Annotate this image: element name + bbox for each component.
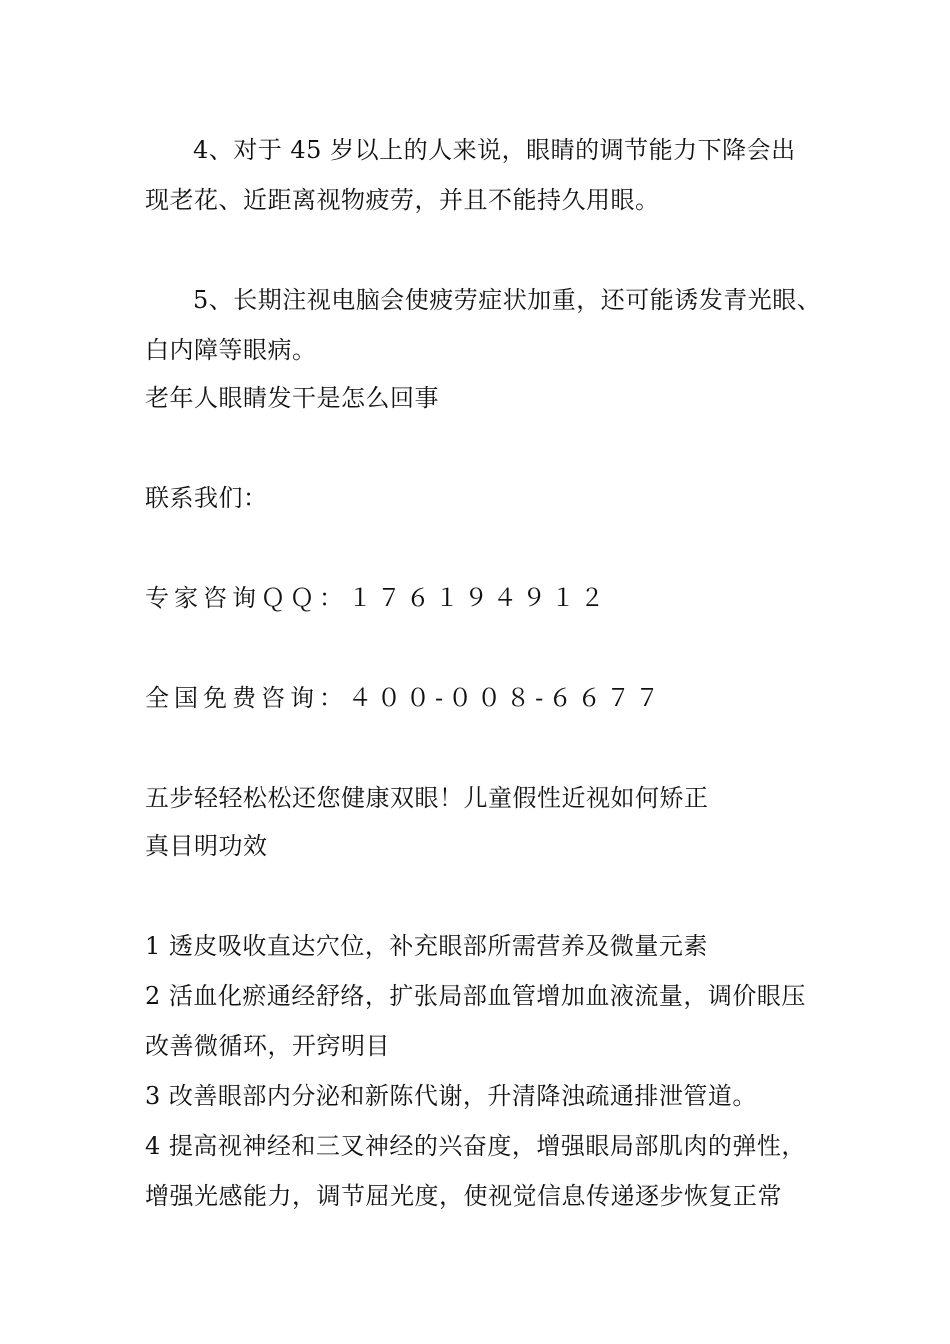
promo-title: 五步轻轻松松还您健康双眼！儿童假性近视如何矫正 [145, 784, 709, 812]
efficacy-item-2-line-2: 改善微循环，开窍明目 [145, 1032, 390, 1060]
paragraph-4-line-2: 现老花、近距离视物疲劳，并且不能持久用眼。 [145, 186, 660, 214]
efficacy-item-4-line-1: 4 提高视神经和三叉神经的兴奋度，增强眼局部肌肉的弹性， [145, 1132, 806, 1160]
efficacy-item-2-line-1: 2 活血化瘀通经舒络，扩张局部血管增加血液流量，调价眼压 [145, 982, 806, 1010]
qq-contact: 专家咨询ＱＱ：１７６１９４９１２ [145, 584, 609, 612]
efficacy-heading: 真目明功效 [145, 832, 268, 860]
hotline-contact: 全国免费咨询：４００-００８-６６７７ [145, 684, 665, 712]
contact-label: 联系我们： [145, 484, 268, 512]
paragraph-5-line-2: 白内障等眼病。 [145, 336, 317, 364]
paragraph-4-line-1: 4、对于 45 岁以上的人来说，眼睛的调节能力下降会出 [193, 136, 796, 164]
efficacy-item-3: 3 改善眼部内分泌和新陈代谢，升清降浊疏通排泄管道。 [145, 1082, 757, 1110]
efficacy-item-4-line-2: 增强光感能力，调节屈光度，使视觉信息传递逐步恢复正常 [145, 1182, 782, 1210]
paragraph-5-line-1: 5、长期注视电脑会使疲劳症状加重，还可能诱发青光眼、 [193, 286, 822, 314]
heading-dry-eyes: 老年人眼睛发干是怎么回事 [145, 384, 439, 412]
efficacy-item-1: 1 透皮吸收直达穴位，补充眼部所需营养及微量元素 [145, 932, 708, 960]
